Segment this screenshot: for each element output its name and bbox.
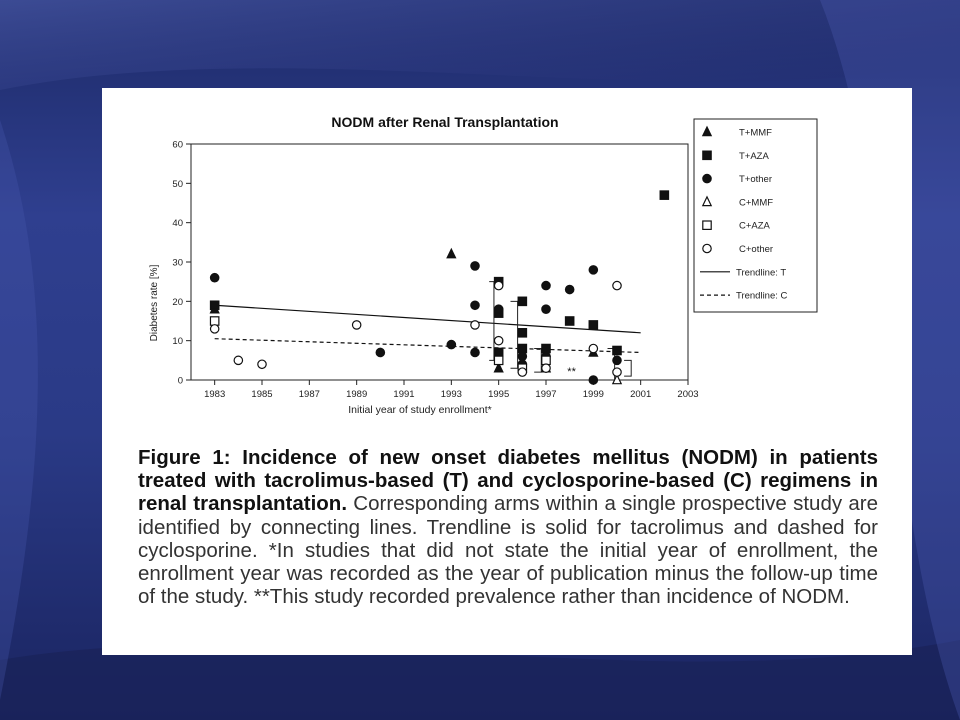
- y-tick-label: 0: [177, 375, 183, 387]
- x-tick-label: 1985: [251, 389, 273, 400]
- x-tick-label: 1983: [204, 389, 226, 400]
- data-point: [589, 266, 597, 274]
- x-tick-label: 1993: [440, 389, 462, 400]
- plot-frame: [191, 144, 688, 380]
- data-point: [542, 281, 550, 289]
- data-point: [494, 281, 502, 289]
- x-tick-label: 1995: [488, 389, 510, 400]
- data-point: [518, 368, 526, 376]
- legend-label: T+AZA: [739, 150, 769, 162]
- legend: [694, 119, 817, 312]
- legend-marker: [703, 151, 711, 159]
- legend-label: C+AZA: [739, 220, 770, 232]
- data-point: [518, 329, 526, 337]
- data-point: [494, 356, 502, 364]
- data-point: [589, 321, 597, 329]
- legend-label: Trendline: T: [736, 267, 787, 279]
- x-tick-label: 1989: [346, 389, 368, 400]
- legend-label: Trendline: C: [736, 290, 788, 302]
- data-point: [494, 305, 502, 313]
- data-point: [258, 360, 266, 368]
- data-point: [613, 346, 621, 354]
- data-point: [589, 376, 597, 384]
- chart: [102, 88, 912, 443]
- data-point: [447, 249, 455, 258]
- x-tick-label: 1997: [535, 389, 557, 400]
- x-tick-label: 1999: [582, 389, 604, 400]
- x-axis-label: Initial year of study enrollment*: [348, 404, 492, 416]
- data-point: [542, 344, 550, 352]
- data-point: [518, 352, 526, 360]
- data-point: [210, 301, 218, 309]
- figure-card: [102, 88, 912, 655]
- data-point: [613, 281, 621, 289]
- y-tick-label: 60: [172, 139, 183, 151]
- data-point: [210, 274, 218, 282]
- data-point: [518, 297, 526, 305]
- data-point: [352, 321, 360, 329]
- caption-body: Corresponding arms within a single prospective study are identified by connecting lines. Trendline is solid for tacrolimus and dashed for cyclosporine. *In studies that did not state the initial year of enrollment, the enrollment year was recorded as the year of publication minus the follow-up time of the study. **This study recorded prevalence rather than incidence of NODM.: [138, 492, 878, 609]
- y-tick-label: 20: [172, 296, 183, 308]
- legend-marker: [703, 197, 711, 206]
- legend-marker: [703, 174, 711, 182]
- data-point: [447, 340, 455, 348]
- data-point: [210, 325, 218, 333]
- legend-box: [694, 119, 817, 312]
- chart-title: NODM after Renal Transplantation: [331, 114, 559, 130]
- data-point: [471, 262, 479, 270]
- figure-caption: [138, 446, 878, 608]
- y-tick-label: 30: [172, 257, 183, 269]
- data-point: [210, 317, 218, 325]
- study-connector: [534, 349, 541, 373]
- legend-label: T+MMF: [739, 127, 772, 139]
- data-point: [471, 321, 479, 329]
- y-tick-label: 40: [172, 218, 183, 230]
- data-point: [494, 348, 502, 356]
- legend-marker: [703, 221, 711, 229]
- data-point: [542, 356, 550, 364]
- data-point: [565, 285, 573, 293]
- data-point: [376, 348, 384, 356]
- x-tick-label: 1991: [393, 389, 415, 400]
- trendline: [215, 339, 641, 353]
- legend-label: T+other: [739, 174, 773, 186]
- x-tick-label: 2001: [630, 389, 652, 400]
- data-point: [613, 368, 621, 376]
- study-connector: [489, 282, 494, 361]
- legend-marker: [703, 244, 711, 252]
- x-tick-label: 1987: [298, 389, 320, 400]
- data-point: [234, 356, 242, 364]
- study-connector: [624, 360, 631, 376]
- y-tick-label: 50: [172, 178, 183, 190]
- legend-marker: [703, 127, 711, 136]
- study-connector: [511, 301, 518, 368]
- data-point: [589, 344, 597, 352]
- data-point: [494, 336, 502, 344]
- data-point: [471, 301, 479, 309]
- trendline: [215, 305, 641, 333]
- plot-area: [172, 140, 698, 401]
- x-tick-label: 2003: [677, 389, 699, 400]
- data-point: [542, 305, 550, 313]
- data-point: [565, 317, 573, 325]
- data-point: [542, 364, 550, 372]
- y-tick-label: 10: [172, 336, 183, 348]
- caption-title: Figure 1: Incidence of new onset diabetes mellitus (NODM) in patients treated with tacrolimus-based (T) and cyclosporine-based (C) regimens in renal transplantation.: [138, 446, 878, 516]
- legend-label: C+other: [739, 244, 774, 255]
- y-axis-label: Diabetes rate [%]: [149, 264, 160, 342]
- data-point: [518, 344, 526, 352]
- legend-label: C+MMF: [739, 197, 774, 209]
- data-point: [660, 191, 668, 199]
- annotation-label: **: [567, 366, 576, 379]
- data-point: [613, 356, 621, 364]
- data-point: [471, 348, 479, 356]
